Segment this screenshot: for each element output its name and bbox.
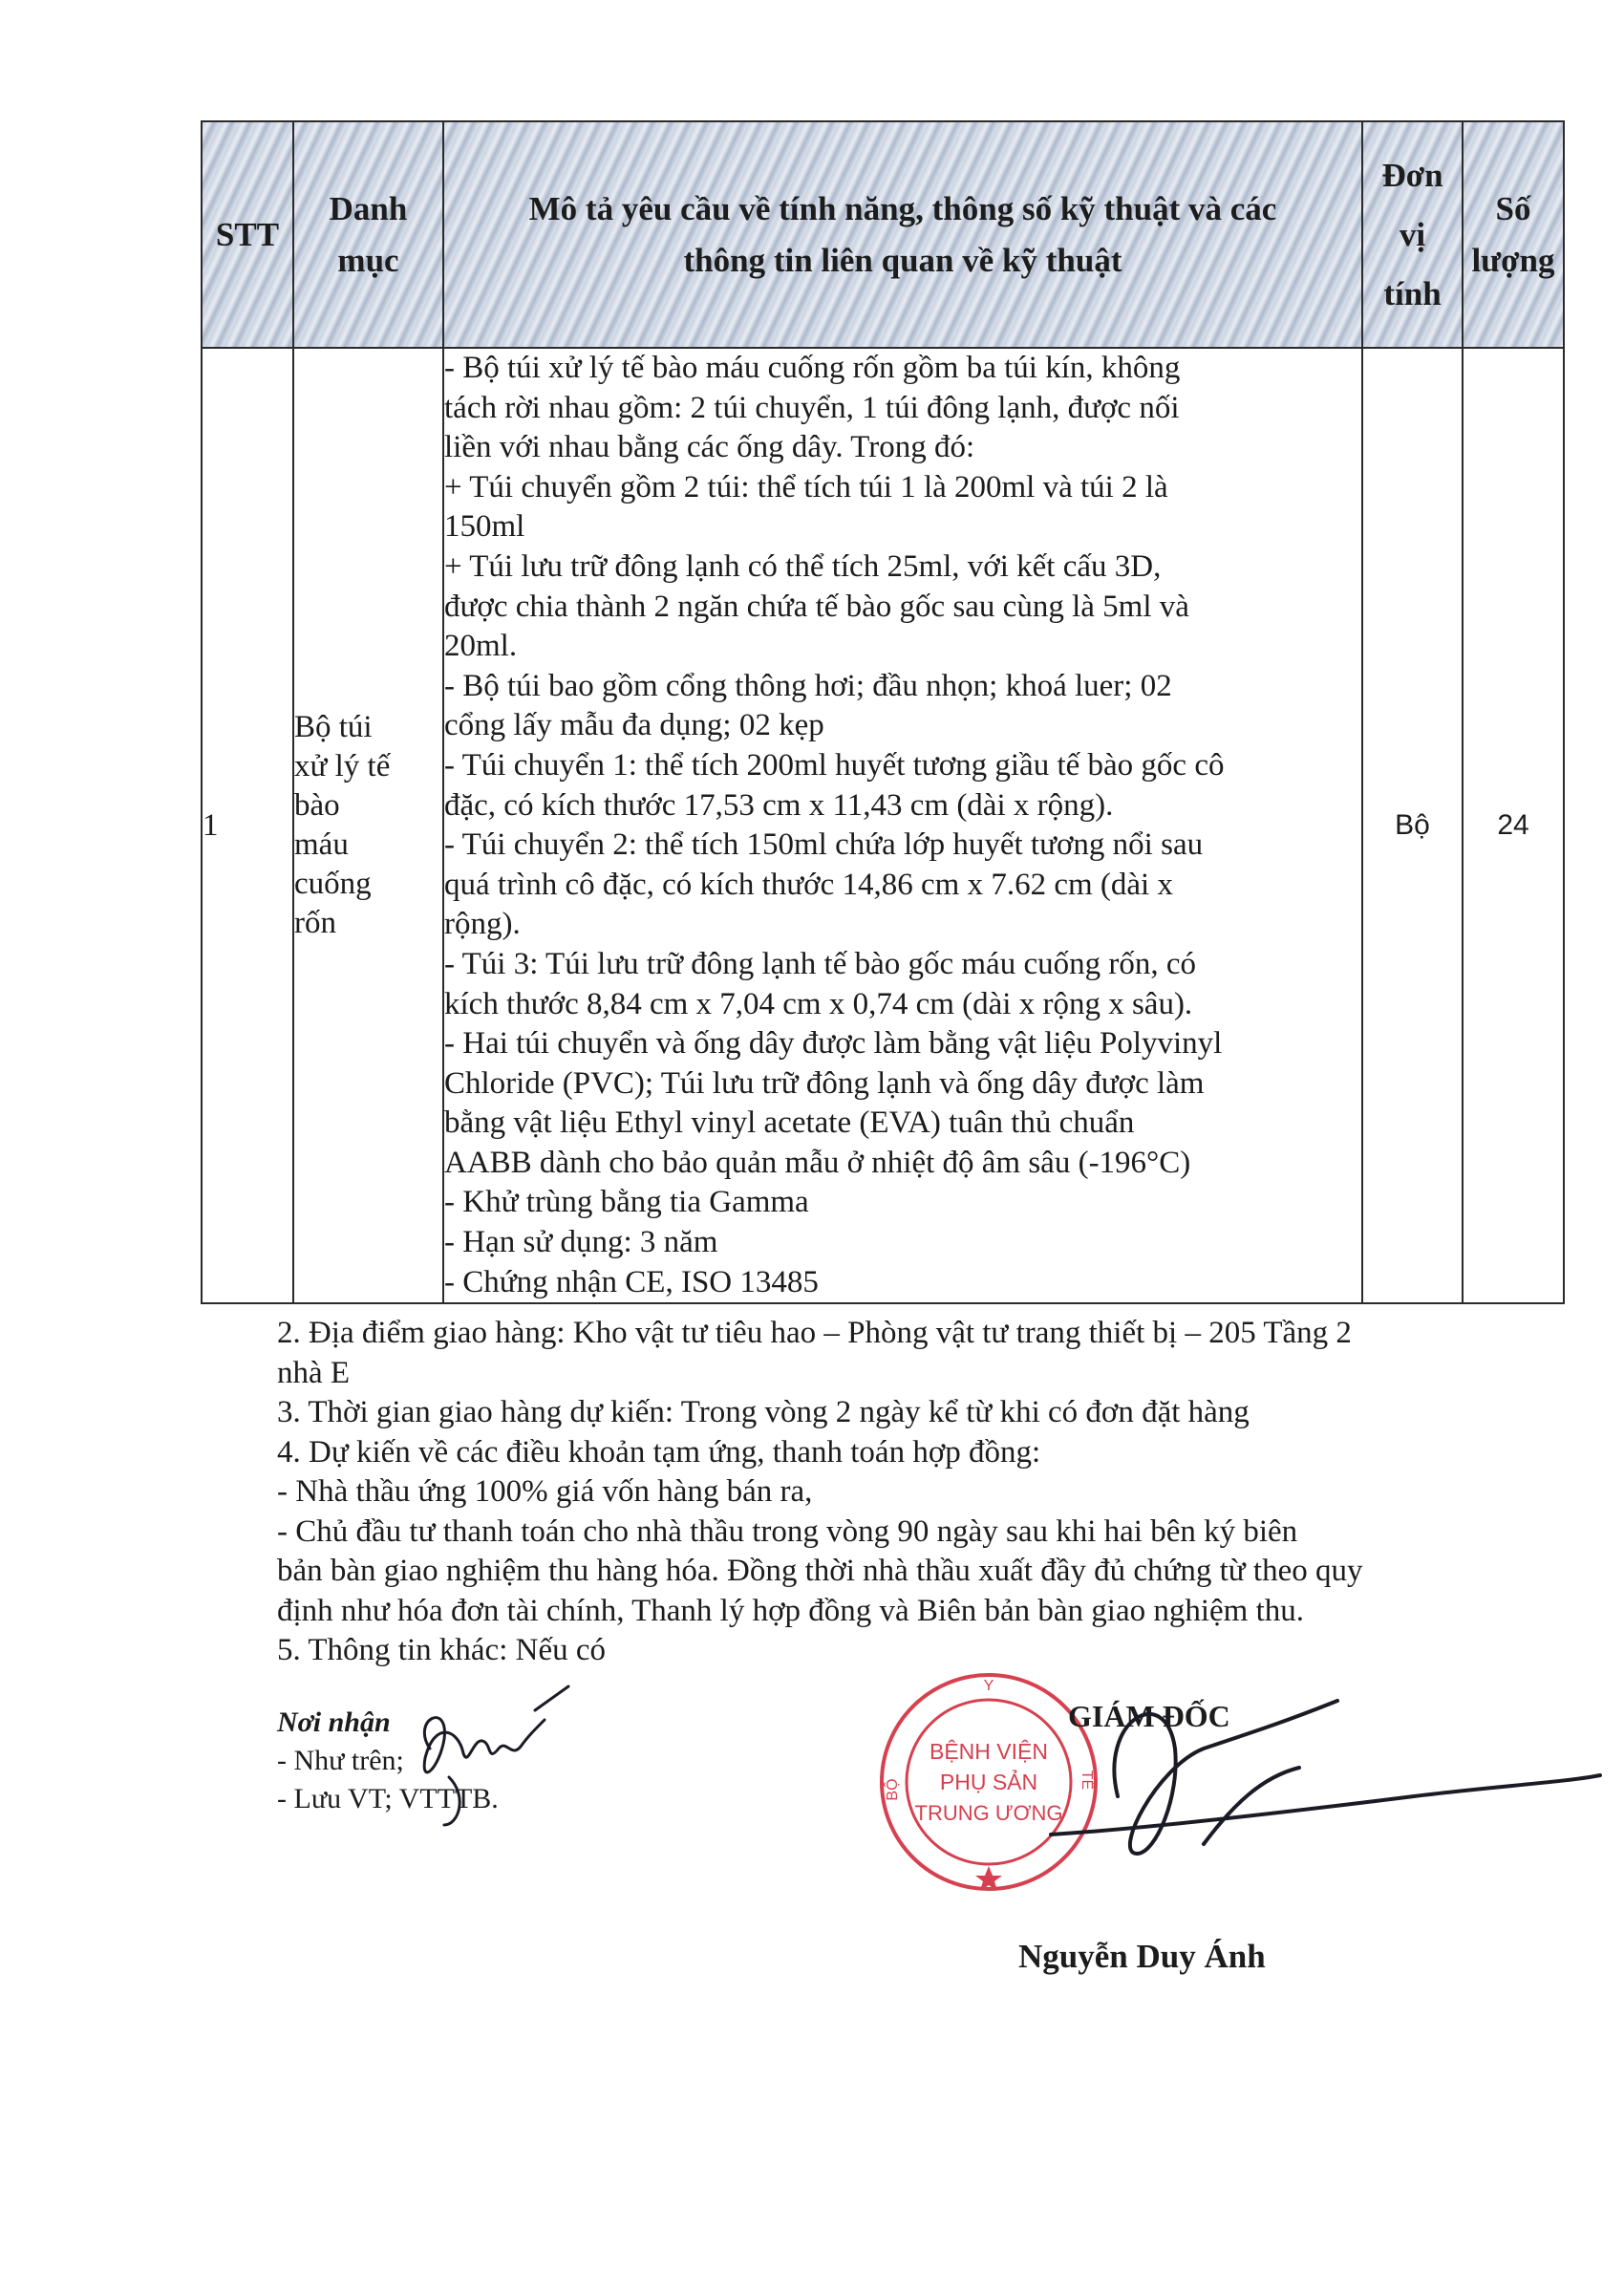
row-stt: 1 xyxy=(202,348,293,1303)
recipient-item: - Như trên; xyxy=(277,1745,404,1776)
stamp-line-1: BỆNH VIỆN xyxy=(930,1739,1048,1764)
list-item: định như hóa đơn tài chính, Thanh lý hợp đồng và Biên bản bàn giao nghiệm thu. xyxy=(277,1593,1305,1628)
stamp-line-3: TRUNG ƯƠNG xyxy=(914,1801,1063,1825)
list-item: 2. Địa điểm giao hàng: Kho vật tư tiêu hao – Phòng vật tư trang thiết bị – 205 Tầng 2 xyxy=(277,1316,1352,1350)
list-item: 4. Dự kiến về các điều khoản tạm ứng, thanh toán hợp đồng: xyxy=(277,1434,1041,1470)
table-header-row xyxy=(202,121,1564,348)
list-item: bản bàn giao nghiệm thu hàng hóa. Đồng thời nhà thầu xuất đầy đủ chứng từ theo quy xyxy=(277,1554,1363,1588)
row-mo-ta: - Bộ túi xử lý tế bào máu cuống rốn gồm ba túi kín, không tách rời nhau gồm: 2 túi chuyển, 1 túi đông lạnh, được nối liền với nhau bằng các ống dây. Trong đó: + Túi chuyển gồm 2 túi: thể tích túi 1 là 200ml và túi 2 là 150ml + Túi lưu trữ đông lạnh có thể tích 25ml, với kết cấu 3D, được chia thành 2 ngăn chứa tế bào gốc sau cùng là 5ml và 20ml. - Bộ túi bao gồm cổng thông hơi; đầu nhọn; khoá luer; 02 cổng lấy mẫu đa dụng; 02 kẹp - Túi chuyển 1: thể tích 200ml huyết tương giầu tế bào gốc cô đặc, có kích thước 17,53 cm x 11,43 cm (dài x rộng). - Túi chuyển 2: thể tích 150ml chứa lớp huyết tương nổi sau quá trình cô đặc, có kích thước 14,86 cm x 7.62 cm (dài x rộng). - Túi 3: Túi lưu trữ đông lạnh tế bào gốc máu cuống rốn, có kích thước 8,84 cm x 7,04 cm x 0,74 cm (dài x rộng x sâu). - Hai túi chuyển và ống dây được làm bằng vật liệu Polyvinyl Chloride (PVC); Túi lưu trữ đông lạnh và ống dây được làm bằng vật liệu Ethyl vinyl acetate (EVA) tuân thủ chuẩn AABB dành cho bảo quản mẫu ở nhiệt độ âm sâu (-196°C) - Khử trùng bằng tia Gamma - Hạn sử dụng: 3 năm - Chứng nhận CE, ISO 13485 xyxy=(443,348,1362,1303)
initial-signature xyxy=(392,1682,573,1835)
svg-text:Y: Y xyxy=(983,1678,994,1694)
row-danh-muc: Bộ túi xử lý tế bào máu cuống rốn xyxy=(293,348,443,1303)
signer-name: Nguyễn Duy Ánh xyxy=(1018,1938,1266,1975)
specification-table xyxy=(201,120,1565,1304)
table-row xyxy=(202,348,1564,1303)
header-don-vi: Đơn vị tính xyxy=(1362,121,1463,348)
list-item: - Nhà thầu ứng 100% giá vốn hàng bán ra, xyxy=(277,1474,813,1509)
header-danh-muc: Danh mục xyxy=(293,121,443,348)
list-item: - Chủ đầu tư thanh toán cho nhà thầu trong vòng 90 ngày sau khi hai bên ký biên xyxy=(277,1513,1298,1549)
header-so-luong: Số lượng xyxy=(1463,121,1564,348)
stamp-line-2: PHỤ SẢN xyxy=(939,1770,1038,1794)
director-signature xyxy=(1013,1663,1605,1911)
list-item: 3. Thời gian giao hàng dự kiến: Trong vòng 2 ngày kể từ khi có đơn đặt hàng xyxy=(277,1395,1250,1429)
svg-text:BỘ: BỘ xyxy=(885,1778,901,1801)
director-title: GIÁM ĐỐC xyxy=(1068,1699,1230,1733)
list-item: nhà E xyxy=(277,1355,351,1390)
delivery-payment-terms xyxy=(277,1314,1519,1671)
header-mo-ta: Mô tả yêu cầu về tính năng, thông số kỹ thuật và các thông tin liên quan về kỹ thuật xyxy=(443,121,1362,348)
list-item: 5. Thông tin khác: Nếu có xyxy=(277,1633,606,1667)
header-stt: STT xyxy=(202,121,293,348)
row-so-luong: 24 xyxy=(1463,348,1564,1303)
row-don-vi: Bộ xyxy=(1362,348,1463,1303)
recipients-title: Nơi nhận xyxy=(277,1706,391,1738)
recipient-item: - Lưu VT; VTTTB. xyxy=(277,1783,499,1814)
svg-text:TẾ: TẾ xyxy=(1079,1770,1095,1791)
